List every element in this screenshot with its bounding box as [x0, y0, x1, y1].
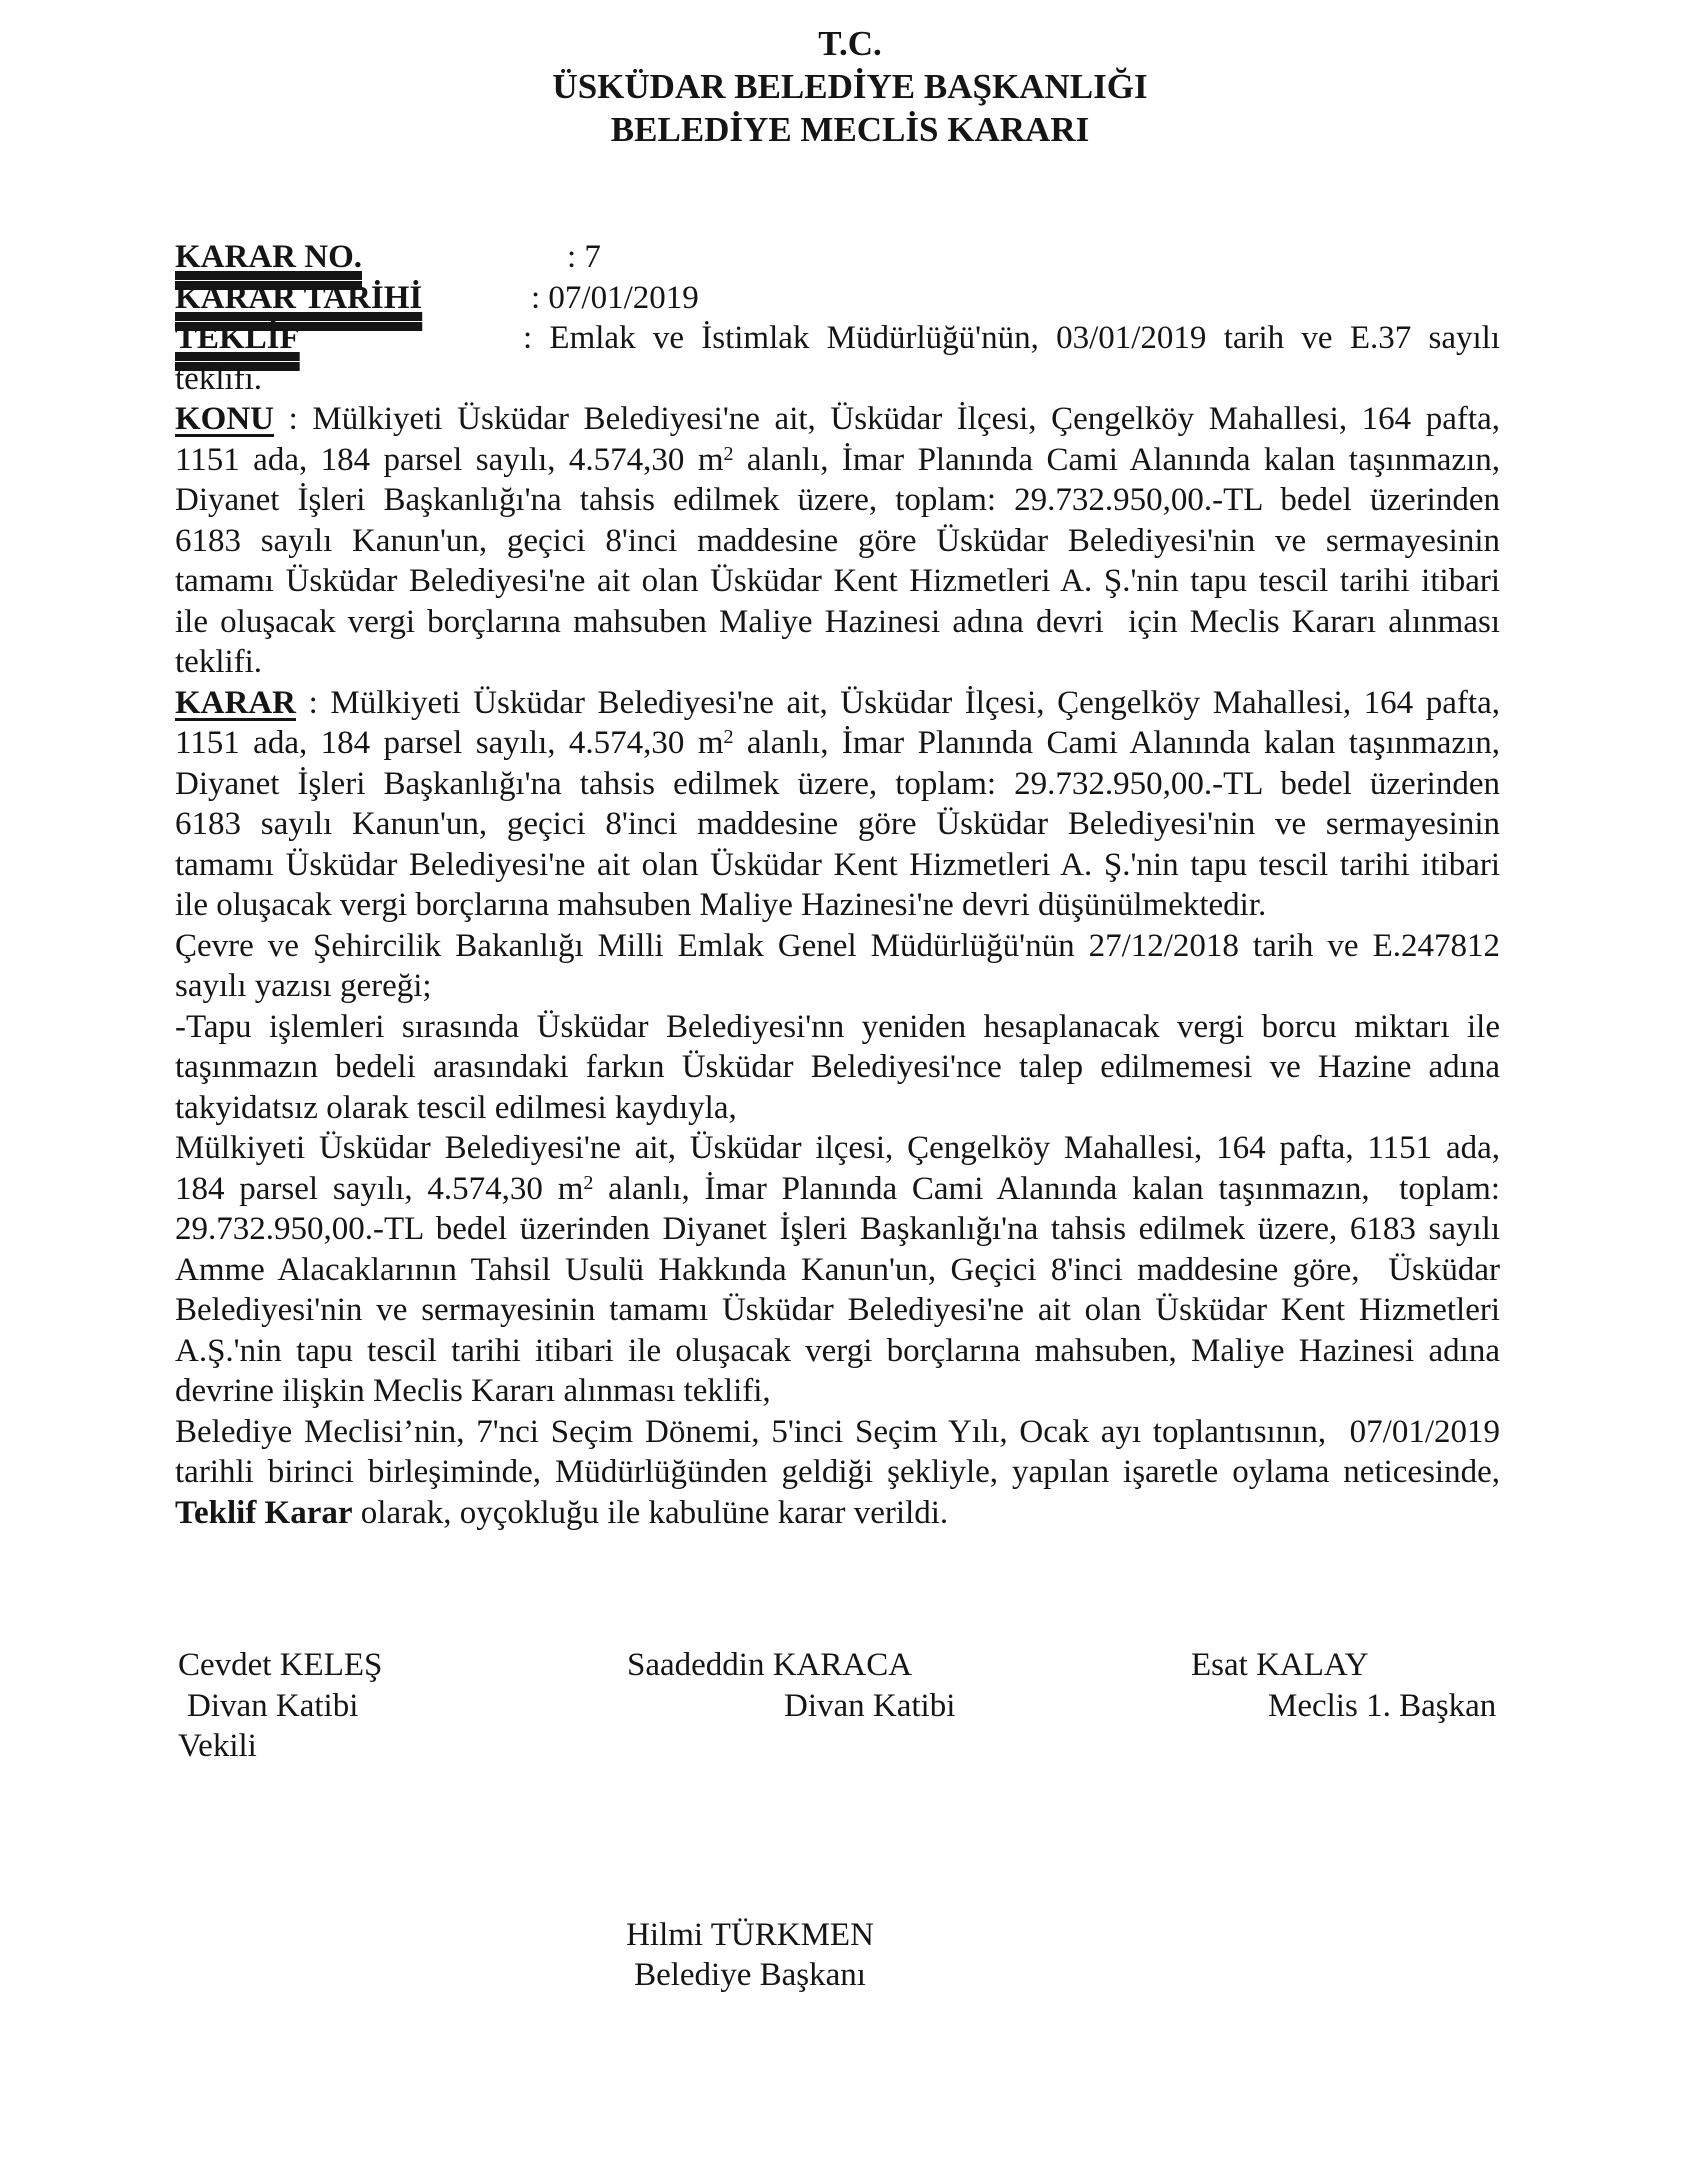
text-line: [175, 885, 1500, 926]
signature-title: Meclis 1. Başkan: [1268, 1687, 1497, 1724]
text-segment: : Emlak ve İstimlak Müdürlüğü'nün, 03/01/2019 tarih ve E.37 sayılı: [523, 320, 1500, 356]
text-line: [175, 318, 1500, 359]
text-segment: taşınmazın bedeli arasındaki farkın Üsküdar Belediyesi'nce talep edilmemesi ve Hazine adına: [175, 1049, 1500, 1085]
text-segment: Belediyesi'nin ve sermayesinin tamamı Üsküdar Belediyesi'ne ait olan Üsküdar Kent Hizmetleri: [175, 1292, 1500, 1328]
text-line: [175, 1209, 1500, 1250]
text-segment: devrine ilişkin Meclis Kararı alınması teklifi,: [175, 1373, 771, 1409]
text-line: [175, 1412, 1500, 1453]
text-segment: takyidatsız olarak tescil edilmesi kaydıyla,: [175, 1089, 737, 1126]
field-label: TEKLİF: [175, 320, 300, 356]
text-segment: : 7: [567, 239, 601, 275]
text-segment: : Mülkiyeti Üsküdar Belediyesi'ne ait, Üsküdar İlçesi, Çengelköy Mahallesi, 164 pafta,: [274, 401, 1500, 437]
text-segment: Belediye Meclisi’nin, 7'nci Seçim Dönemi, 5'inci Seçim Yılı, Ocak ayı toplantısının, 07/01/2019: [175, 1413, 1500, 1450]
text-segment: Diyanet İşleri Başkanlığı'na tahsis edilmek üzere, toplam: 29.732.950,00.-TL bedel üzerinden: [175, 482, 1500, 518]
signature-name: Esat KALAY: [1191, 1647, 1369, 1683]
signature-block: [175, 1645, 1500, 1767]
header-line-doc-type: BELEDİYE MECLİS KARARI: [610, 110, 1090, 149]
text-segment: Mülkiyeti Üsküdar Belediyesi'ne ait, Üsküdar ilçesi, Çengelköy Mahallesi, 164 pafta, 1151 ada,: [175, 1130, 1500, 1166]
text-segment: tamamı Üsküdar Belediyesi'ne ait olan Üsküdar Kent Hizmetleri A. Ş.'nin tapu tescil tarihi itibari: [175, 563, 1500, 599]
text-segment: Teklif Karar: [175, 1494, 353, 1531]
signature-row: [175, 1686, 1500, 1727]
text-segment: : Mülkiyeti Üsküdar Belediyesi'ne ait, Üsküdar İlçesi, Çengelköy Mahallesi, 164 pafta,: [296, 684, 1500, 721]
text-segment: alanlı, İmar Planında Cami Alanında kalan taşınmazın,: [733, 725, 1501, 761]
text-line: [175, 804, 1500, 845]
text-line: [175, 1047, 1500, 1088]
mayor-name: Hilmi TÜRKMEN: [626, 1916, 874, 1953]
text-segment: olarak, oyçokluğu ile kabulüne karar verildi.: [352, 1494, 949, 1531]
text-line: [175, 399, 1500, 440]
text-segment: 2: [723, 726, 734, 748]
text-segment: sayılı yazısı gereği;: [175, 968, 432, 1004]
field-label: KONU: [175, 401, 274, 437]
text-segment: Diyanet İşleri Başkanlığı'na tahsis edilmek üzere, toplam: 29.732.950,00.-TL bedel üzerinden: [175, 765, 1500, 802]
text-segment: -Tapu işlemleri sırasında Üsküdar Belediyesi'nn yeniden hesaplanacak vergi borcu miktarı ile: [175, 1008, 1500, 1045]
text-line: [175, 440, 1500, 481]
text-segment: tarihli birinci birleşiminde, Müdürlüğünden geldiği şekliyle, yapılan işaretle oylama neticesinde,: [175, 1454, 1500, 1490]
tab-cell: [175, 318, 523, 359]
text-line: [175, 1007, 1500, 1048]
signature-title: Divan Katibi: [187, 1687, 359, 1724]
text-line: [175, 1452, 1500, 1493]
text-segment: alanlı, İmar Planında Cami Alanında kalan taşınmazın,: [733, 441, 1501, 478]
paragraph-cevre-yazisi: [175, 926, 1500, 1007]
header-line-tc: T.C.: [818, 24, 882, 63]
text-segment: Amme Alacaklarının Tahsil Usulü Hakkında Kanun'un, Geçici 8'inci maddesine göre, Üsküdar: [175, 1251, 1500, 1288]
field-label: KARAR NO.: [175, 239, 362, 275]
text-line: [175, 723, 1500, 764]
tab-cell: [175, 278, 531, 319]
text-segment: 29.732.950,00.-TL bedel üzerinden Diyanet İşleri Başkanlığı'na tahsis edilmek üzere, 6183 sayılı: [175, 1211, 1500, 1247]
text-line: [175, 1331, 1500, 1372]
field-label: KARAR: [175, 684, 296, 721]
paragraph-karar: [175, 683, 1500, 926]
text-line: [175, 521, 1500, 562]
signature-title: Divan Katibi: [784, 1687, 956, 1724]
text-line: [175, 359, 1500, 400]
text-segment: 2: [723, 442, 734, 465]
text-line: [175, 1493, 1500, 1534]
text-segment: alanlı, İmar Planında Cami Alanında kalan taşınmazın, toplam:: [593, 1170, 1500, 1207]
text-segment: 1151 ada, 184 parsel sayılı, 4.574,30 m: [175, 725, 724, 761]
text-segment: teklifi.: [175, 360, 263, 397]
paragraph-tapu-sarti: [175, 1007, 1500, 1129]
text-segment: 6183 sayılı Kanun'un, geçici 8'inci maddesine göre Üsküdar Belediyesi'nin ve sermayesinin: [175, 522, 1500, 559]
text-segment: : 07/01/2019: [531, 279, 699, 316]
text-line: [175, 1371, 1500, 1412]
text-line: [175, 845, 1500, 886]
mayor-title: Belediye Başkanı: [634, 1957, 866, 1993]
text-line: [175, 966, 1500, 1007]
text-segment: A.Ş.'nin tapu tescil tarihi itibari ile oluşacak vergi borçlarına mahsuben, Maliye Hazinesi adına: [175, 1332, 1500, 1369]
signature-name: Saadeddin KARACA: [627, 1647, 913, 1683]
text-line: [175, 1128, 1500, 1169]
text-segment: 6183 sayılı Kanun'un, geçici 8'inci maddesine göre Üsküdar Belediyesi'nin ve sermayesinin: [175, 806, 1500, 842]
text-line: [175, 602, 1500, 643]
paragraph-oylama-sonucu: [175, 1412, 1500, 1534]
text-segment: 2: [583, 1171, 594, 1194]
paragraph-mulkiyet-devri: [175, 1128, 1500, 1412]
signature-row: [175, 1726, 1500, 1767]
text-segment: ile oluşacak vergi borçlarına mahsuben Maliye Hazinesi'ne devri düşünülmektedir.: [175, 887, 1267, 923]
paragraph-konu: [175, 399, 1500, 683]
document-body: [175, 237, 1500, 1996]
signature-title-cont: Vekili: [178, 1728, 257, 1764]
text-line: [175, 1088, 1500, 1129]
paragraph-meta: [175, 237, 1500, 399]
text-segment: tamamı Üsküdar Belediyesi'ne ait olan Üsküdar Kent Hizmetleri A. Ş.'nin tapu tescil tarihi itibari: [175, 846, 1500, 883]
header-line-authority: ÜSKÜDAR BELEDİYE BAŞKANLIĞI: [552, 67, 1148, 106]
document-header: [0, 0, 1700, 151]
text-line: [175, 1169, 1500, 1210]
signature-name: Cevdet KELEŞ: [178, 1647, 383, 1683]
mayor-signature-block: [500, 1915, 1000, 1996]
field-label: KARAR TARİHİ: [175, 279, 423, 316]
text-line: [175, 561, 1500, 602]
text-line: [175, 764, 1500, 805]
text-line: [175, 1290, 1500, 1331]
text-segment: teklifi.: [175, 644, 263, 680]
signature-row: [175, 1645, 1500, 1686]
text-line: [175, 642, 1500, 683]
tab-cell: [175, 237, 567, 278]
text-line: [175, 926, 1500, 967]
text-line: [175, 1250, 1500, 1291]
text-segment: 1151 ada, 184 parsel sayılı, 4.574,30 m: [175, 441, 724, 478]
text-segment: ile oluşacak vergi borçlarına mahsuben Maliye Hazinesi adına devri için Meclis Kararı alınması: [175, 603, 1500, 640]
text-segment: 184 parsel sayılı, 4.574,30 m: [175, 1170, 584, 1207]
text-line: [175, 237, 1500, 278]
text-line: [175, 683, 1500, 724]
text-line: [175, 278, 1500, 319]
text-segment: Çevre ve Şehircilik Bakanlığı Milli Emlak Genel Müdürlüğü'nün 27/12/2018 tarih ve E.247812: [175, 927, 1500, 964]
text-line: [175, 480, 1500, 521]
